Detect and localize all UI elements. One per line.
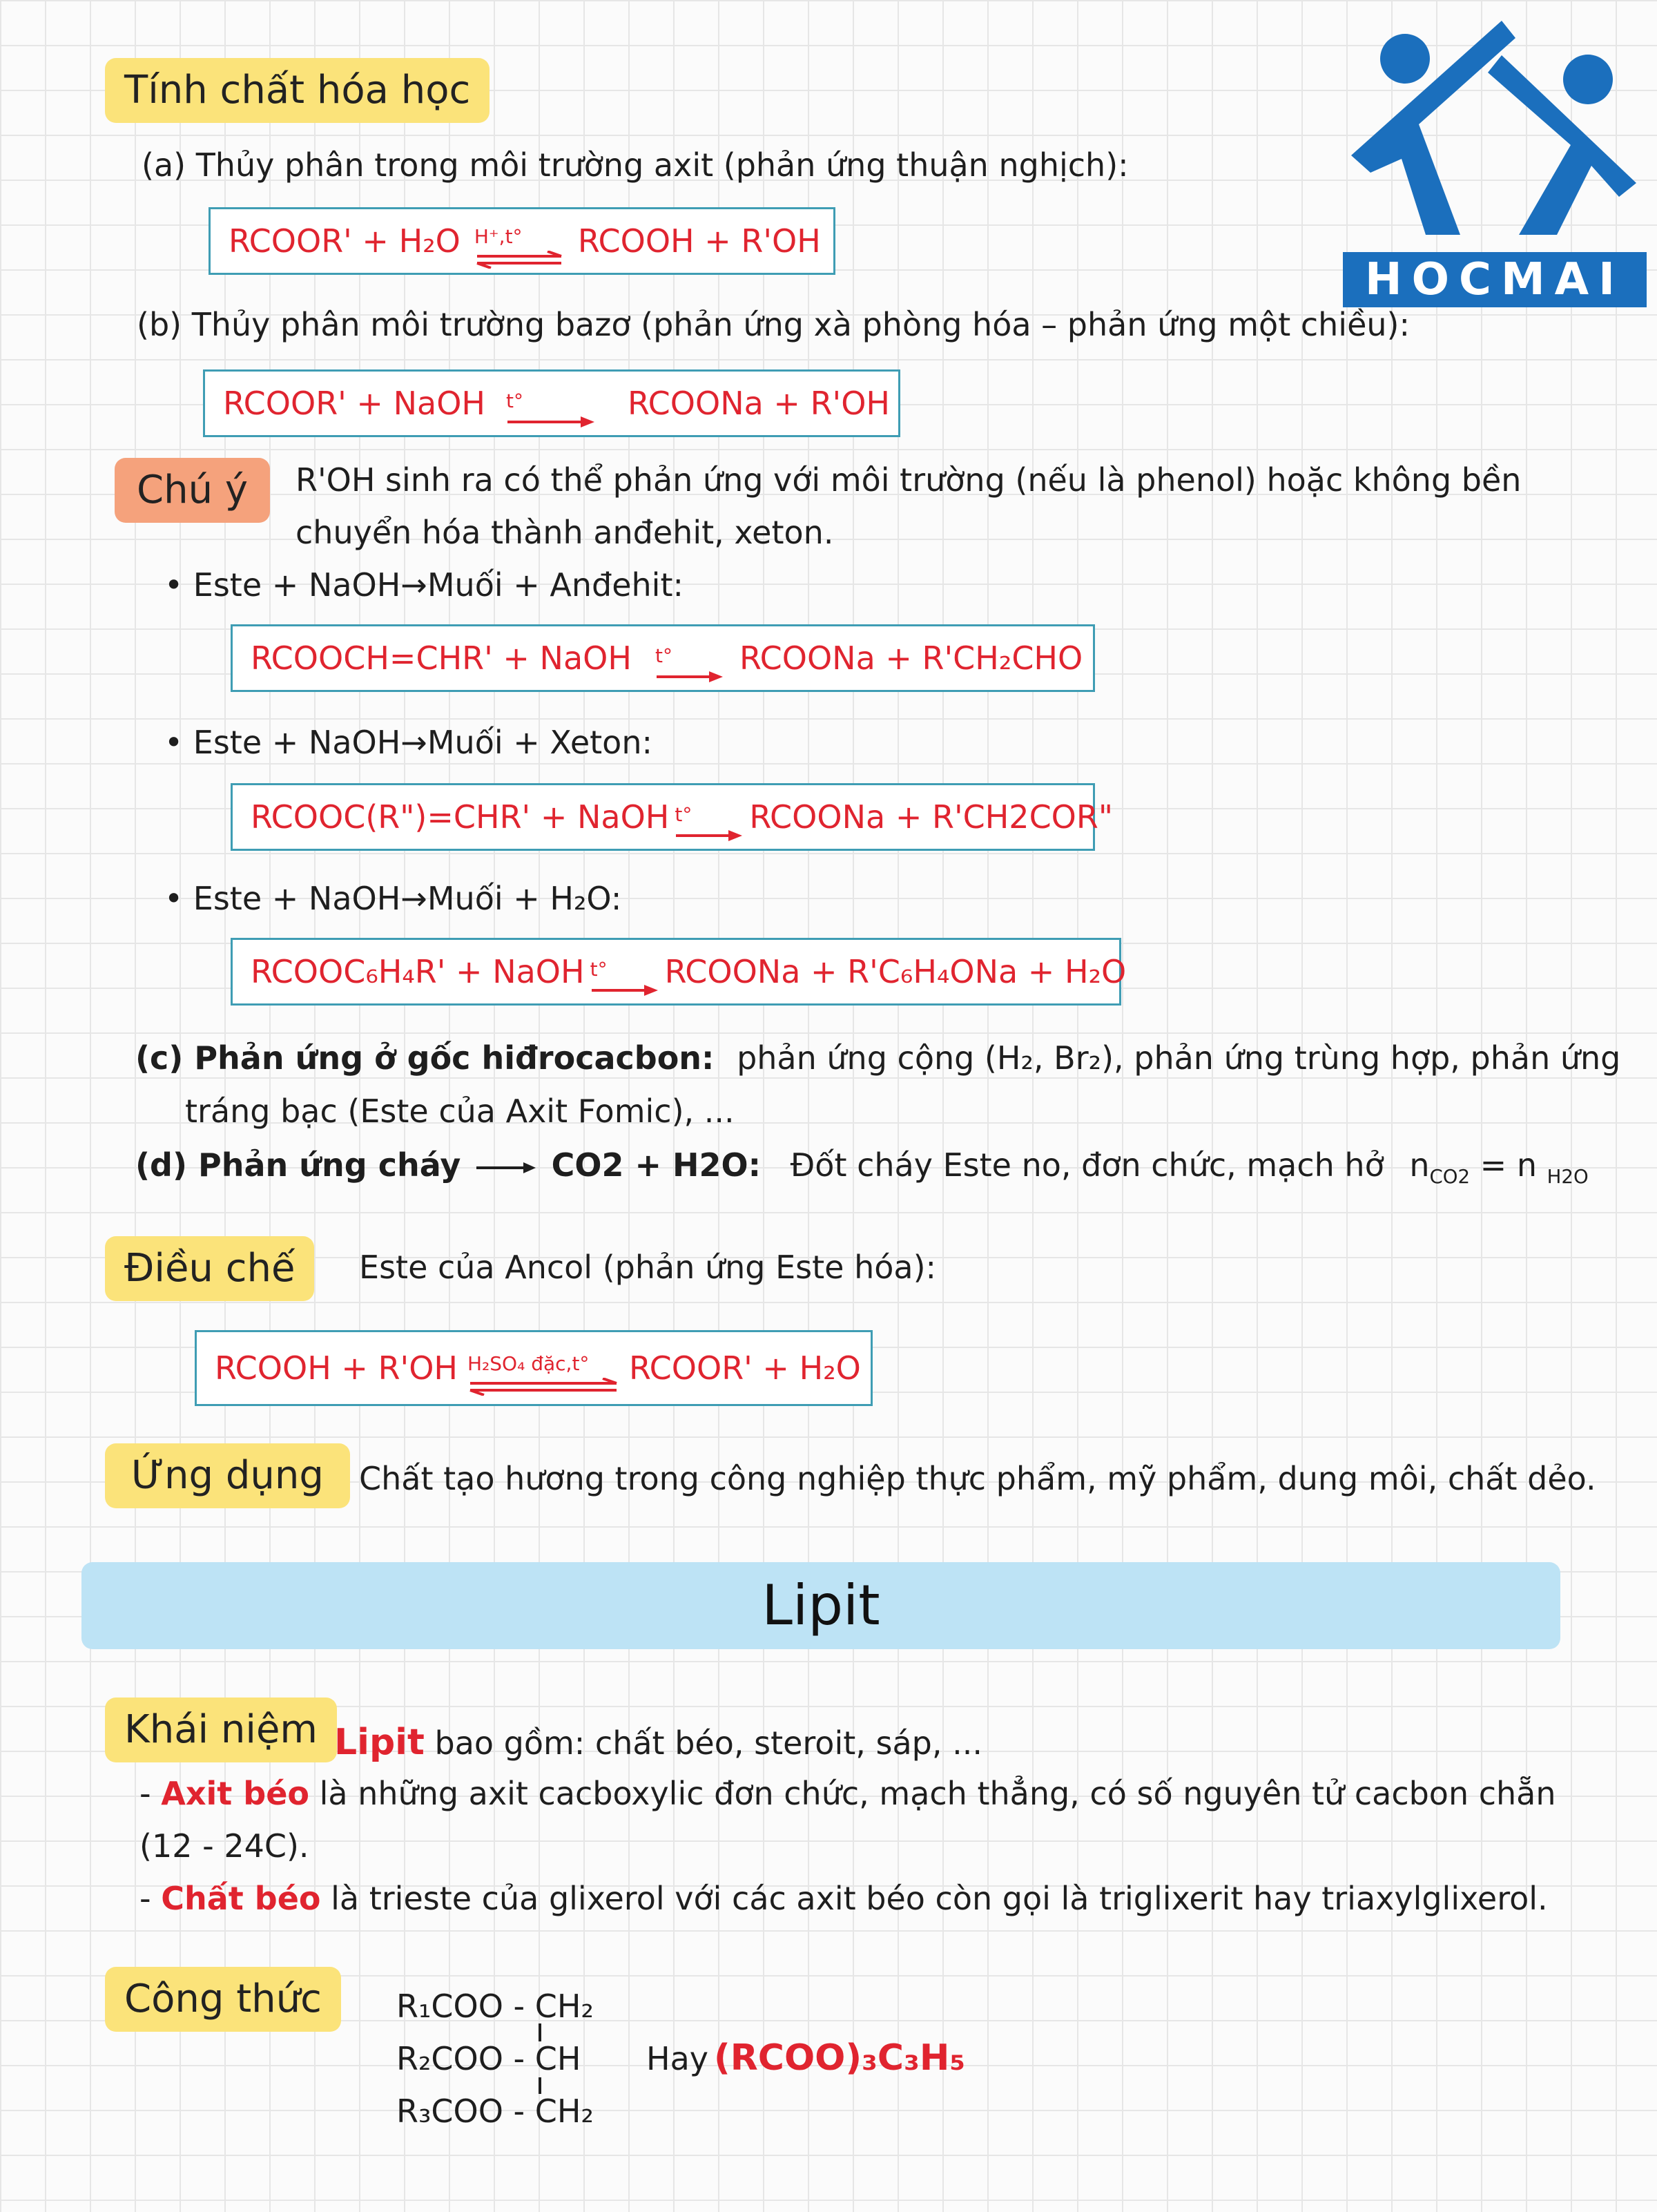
eq-left: RCOOC(R")=CHR' + NaOH: [251, 798, 670, 836]
esterification-equation: [195, 1330, 873, 1406]
reversible-arrow: [474, 213, 564, 269]
forward-arrow: [590, 946, 659, 997]
arrow-right-icon: [475, 1160, 537, 1176]
eq-right: RCOONa + R'CH2COR": [749, 798, 1114, 836]
formula-tag: Công thức: [105, 1967, 341, 2032]
chemical-properties-tag: Tính chất hóa học: [105, 58, 490, 123]
bullet-ketone: • Este + NaOH→Muối + Xeton:: [164, 724, 652, 761]
lipit-banner: Lipit: [81, 1562, 1560, 1649]
forward-arrow: [655, 633, 724, 684]
eq-condition: t°: [506, 389, 523, 412]
forward-arrow: [675, 791, 744, 843]
eq-left: RCOOR' + H₂O: [229, 222, 461, 260]
forward-arrow-icon: [506, 415, 596, 429]
forward-arrow-icon: [655, 670, 724, 684]
fatty-acid-line-2: (12 - 24C).: [139, 1827, 309, 1865]
eq-right: RCOONa + R'CH₂CHO: [739, 639, 1083, 677]
lipit-definition: [334, 1721, 982, 1764]
forward-arrow-icon: [675, 829, 744, 843]
reversible-arrow-icon: [467, 1378, 619, 1396]
combustion-text: Đốt cháy Este no, đơn chức, mạch hở: [790, 1146, 1384, 1184]
acid-hydrolysis-heading: (a) Thủy phân trong môi trường axit (phản ứng thuận nghịch):: [142, 146, 1129, 184]
phenol-ester-equation: [231, 938, 1127, 1006]
eq-condition: H₂SO₄ đặc,t°: [467, 1352, 590, 1375]
preparation-text: Este của Ancol (phản ứng Este hóa):: [359, 1249, 937, 1286]
logo-text: HOCMAI: [1365, 254, 1625, 305]
glyceride-row-2: R₂COO - CH: [396, 2040, 581, 2077]
combustion-line: [135, 1146, 1589, 1188]
eq-right: RCOONa + R'OH: [628, 385, 890, 422]
base-hydrolysis-equation: [203, 369, 900, 437]
note-tag: Chú ý: [115, 458, 270, 523]
fat-word: Chất béo: [161, 1880, 321, 1917]
eq-left: RCOOH + R'OH: [215, 1349, 458, 1387]
eq-condition: t°: [655, 644, 672, 667]
glyceride-row-3: R₃COO - CH₂: [396, 2093, 594, 2130]
lipit-word: Lipit: [334, 1722, 425, 1763]
fatty-acid-definition: - Axit béo là những axit cacboxylic đơn chức, mạch thẳng, có số nguyên tử cacbon chẵn: [139, 1775, 1556, 1812]
fat-definition: - Chất béo là trieste của glixerol với các axit béo còn gọi là triglixerit hay triaxylglixerol.: [139, 1880, 1548, 1917]
hydrocarbon-label: (c) Phản ứng ở gốc hiđrocacbon:: [135, 1039, 715, 1077]
acid-hydrolysis-equation: [209, 207, 835, 275]
eq-right: RCOOH + R'OH: [577, 222, 821, 260]
eq-left: RCOOC₆H₄R' + NaOH: [251, 953, 585, 990]
forward-arrow: [506, 378, 596, 429]
aldehyde-equation: [231, 624, 1095, 692]
base-hydrolysis-heading: (b) Thủy phân môi trường bazơ (phản ứng xà phòng hóa – phản ứng một chiều):: [137, 306, 1410, 343]
ketone-equation: [231, 783, 1114, 851]
eq-right: RCOONa + R'C₆H₄ONa + H₂O: [664, 953, 1127, 990]
preparation-tag: Điều chế: [105, 1236, 314, 1301]
eq-condition: t°: [590, 958, 608, 981]
eq-condition: t°: [675, 803, 692, 826]
mole-relation: $n_{CO2} = n$ $_{H2O}$: [1409, 1146, 1589, 1189]
concept-tag: Khái niệm: [105, 1698, 337, 1762]
reversible-arrow: [467, 1340, 619, 1396]
combustion-label: (d) Phản ứng cháy: [135, 1146, 461, 1184]
hydrocarbon-line-2: tráng bạc (Este của Axit Fomic), ...: [185, 1093, 735, 1130]
hocmai-logo: [1343, 14, 1647, 311]
glyceride-row-1: R₁COO - CH₂: [396, 1988, 594, 2025]
application-text: Chất tạo hương trong công nghiệp thực phẩm, mỹ phẩm, dung môi, chất dẻo.: [359, 1460, 1596, 1497]
hydrocarbon-text: phản ứng cộng (H₂, Br₂), phản ứng trùng hợp, phản ứng: [737, 1039, 1621, 1077]
combustion-products: CO2 + H2O:: [551, 1146, 762, 1184]
hydrocarbon-reaction-line: [135, 1039, 1620, 1077]
formula-hay: Hay: [646, 2040, 709, 2077]
bullet-aldehyde: • Este + NaOH→Muối + Anđehit:: [164, 566, 684, 604]
lipit-rest: bao gồm: chất béo, steroit, sáp, ...: [424, 1724, 982, 1762]
general-fat-formula: (RCOO)₃C₃H₅: [714, 2037, 966, 2079]
eq-left: RCOOR' + NaOH: [223, 385, 485, 422]
fatty-acid-text: là những axit cacboxylic đơn chức, mạch thẳng, có số nguyên tử cacbon chẵn: [309, 1775, 1556, 1812]
eq-left: RCOOCH=CHR' + NaOH: [251, 639, 632, 677]
forward-arrow-icon: [590, 983, 659, 997]
glyceride-bonds: [533, 2022, 547, 2133]
application-tag: Ứng dụng: [105, 1443, 350, 1508]
note-line-1: R'OH sinh ra có thể phản ứng với môi trường (nếu là phenol) hoặc không bền: [295, 461, 1522, 499]
note-line-2: chuyển hóa thành anđehit, xeton.: [295, 514, 834, 551]
eq-condition: H⁺,t°: [474, 225, 523, 248]
bullet-water: • Este + NaOH→Muối + H₂O:: [164, 880, 622, 917]
fat-text: là trieste của glixerol với các axit béo còn gọi là triglixerit hay triaxylglixerol.: [320, 1880, 1548, 1917]
eq-right: RCOOR' + H₂O: [629, 1349, 861, 1387]
fatty-acid-word: Axit béo: [161, 1775, 310, 1812]
reversible-arrow-icon: [474, 251, 564, 269]
